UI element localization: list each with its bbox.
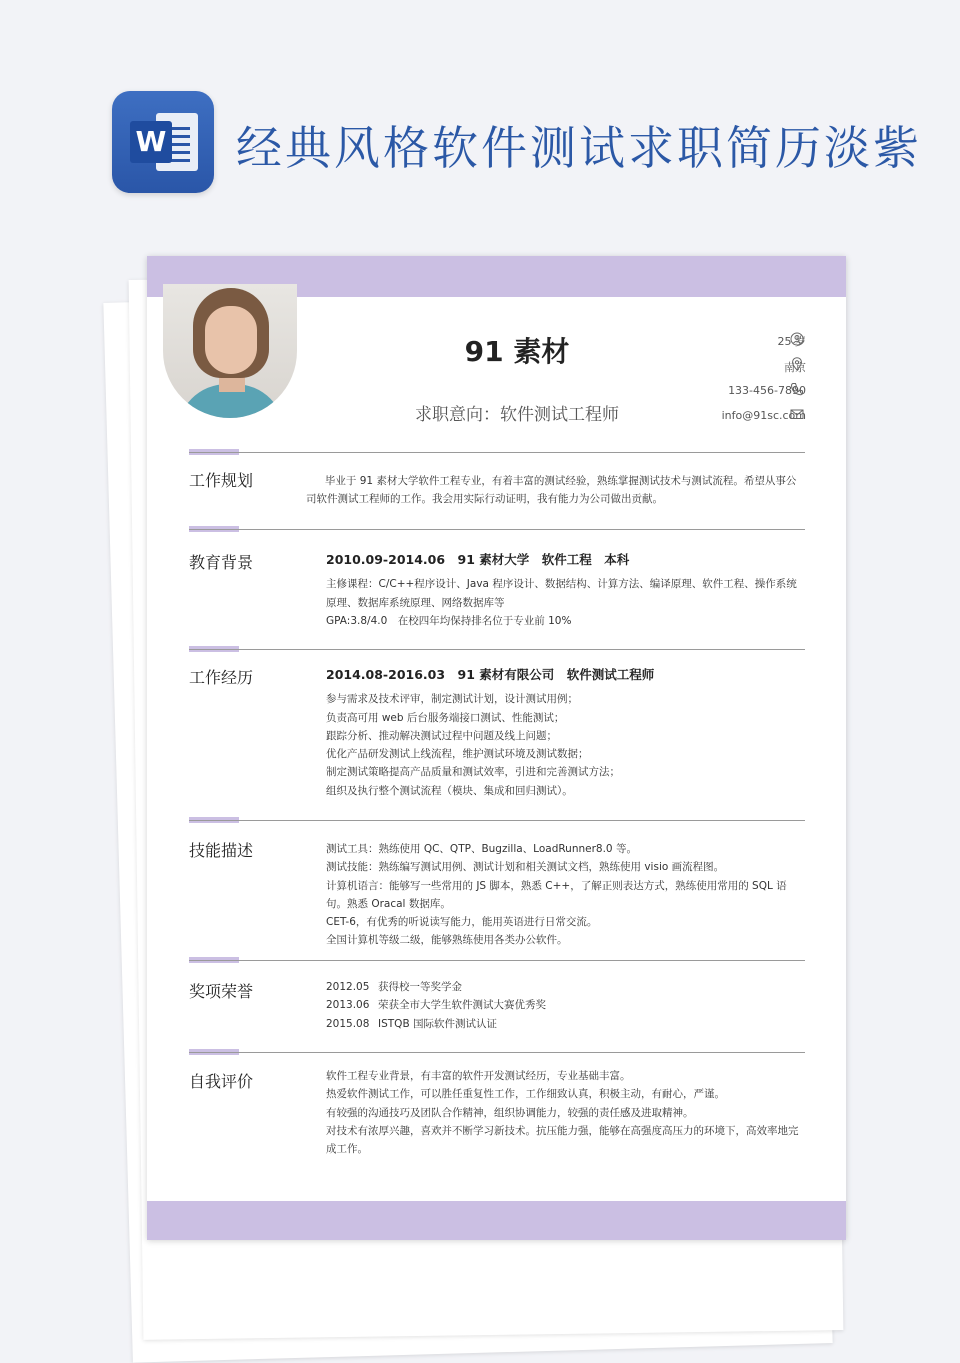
section-education-title: 教育背景 [189,553,254,572]
skills-line: 计算机语言：能够写一些常用的 JS 脚本，熟悉 C++，了解正则表达方式，熟练使用常用的 SQL 语句。熟悉 Oracal 数据库。 [326,879,787,910]
section-work-title: 工作经历 [189,668,254,687]
award-text: 荣获全市大学生软件测试大赛优秀奖 [378,999,546,1012]
education-head: 2010.09-2014.06 91 素材大学 软件工程 本科 [326,552,630,567]
work-line: 优化产品研发测试上线流程，维护测试环境及测试数据； [326,748,589,761]
section-plan-title: 工作规划 [189,471,254,490]
age-text: 25 岁 [777,335,806,348]
work-line: 跟踪分析、推动解决测试过程中问题及线上问题； [326,729,557,742]
section-skills-title: 技能描述 [189,841,254,860]
phone-icon [790,382,804,396]
award-item [326,1015,800,1033]
city-text: 南京 [784,361,806,374]
word-w-letter-icon: W [130,121,172,163]
award-text: ISTQB 国际软件测试认证 [378,1017,497,1030]
skills-line: CET-6，有优秀的听说读写能力，能用英语进行日常交流。 [326,916,598,929]
self-line: 有较强的沟通技巧及团队合作精神，组织协调能力，较强的责任感及进取精神。 [326,1106,694,1119]
work-line: 组织及执行整个测试流程（模块、集成和回归测试）。 [326,784,573,797]
profile-photo [163,284,297,418]
plan-text: 毕业于 91 素材大学软件工程专业，有着丰富的测试经验，熟练掌握测试技术与测试流程。希望从事公司软件测试工程师的工作。我会用实际行动证明，我有能力为公司做出贡献。 [306,475,797,506]
self-content [326,1067,800,1158]
work-line: 参与需求及技术评审，制定测试计划，设计测试用例； [326,693,578,706]
word-app-icon [112,91,214,193]
education-line: GPA:3.8/4.0 在校四年均保持排名位于专业前 10% [326,614,572,627]
education-line: 主修课程：C/C++程序设计、Java 程序设计、数据结构、计算方法、编译原理、软件工程、操作系统原理、数据库系统原理、网络数据库等 [326,578,797,609]
section-self-title: 自我评价 [189,1072,254,1091]
section-education-divider [189,529,805,530]
bottom-accent-band [147,1201,846,1240]
self-line: 软件工程专业背景，有丰富的软件开发测试经历，专业基础丰富。 [326,1070,631,1082]
self-line: 热爱软件测试工作，可以胜任重复性工作，工作细致认真，积极主动，有耐心，严谨。 [326,1088,725,1101]
section-plan-divider [189,452,805,453]
location-icon [790,357,804,371]
award-item [326,978,800,996]
award-year: 2013.06 [326,999,370,1012]
phone-text: 133-456-7890 [728,384,806,397]
section-awards-title: 奖项荣誉 [189,982,254,1001]
skills-line: 测试工具：熟练使用 QC、QTP、Bugzilla、LoadRunner8.0 等。 [326,843,637,855]
award-year: 2015.08 [326,1017,370,1030]
section-skills-divider [189,820,805,821]
awards-content [326,978,800,1033]
job-intent: 求职意向：软件测试工程师 [415,405,619,425]
work-content [326,666,800,800]
award-year: 2012.05 [326,981,370,993]
self-line: 对技术有浓厚兴趣，喜欢并不断学习新技术。抗压能力强，能够在高强度高压力的环境下，高效率地完成工作。 [326,1124,799,1156]
email-text: info@91sc.com [721,409,806,422]
candidate-name: 91 素材 [464,335,570,368]
section-work-divider [189,649,805,650]
skills-line: 测试技能：熟练编写测试用例、测试计划和相关测试文档，熟练使用 visio 画流程图。 [326,861,725,874]
education-content [326,551,800,630]
work-line: 制定测试策略提高产品质量和测试效率，引进和完善测试方法； [326,766,620,779]
section-awards-divider [189,960,805,961]
person-icon [790,332,804,346]
award-text: 获得校一等奖学金 [378,981,462,993]
skills-content [326,840,800,950]
award-item [326,996,800,1014]
resume-page [147,256,846,1240]
banner-title: 经典风格软件测试求职简历淡紫 [236,121,922,175]
mail-icon [790,407,804,421]
work-head: 2014.08-2016.03 91 素材有限公司 软件测试工程师 [326,667,655,682]
skills-line: 全国计算机等级二级，能够熟练使用各类办公软件。 [326,934,568,947]
section-self-divider [189,1052,805,1053]
work-line: 负责高可用 web 后台服务端接口测试、性能测试； [326,711,565,724]
